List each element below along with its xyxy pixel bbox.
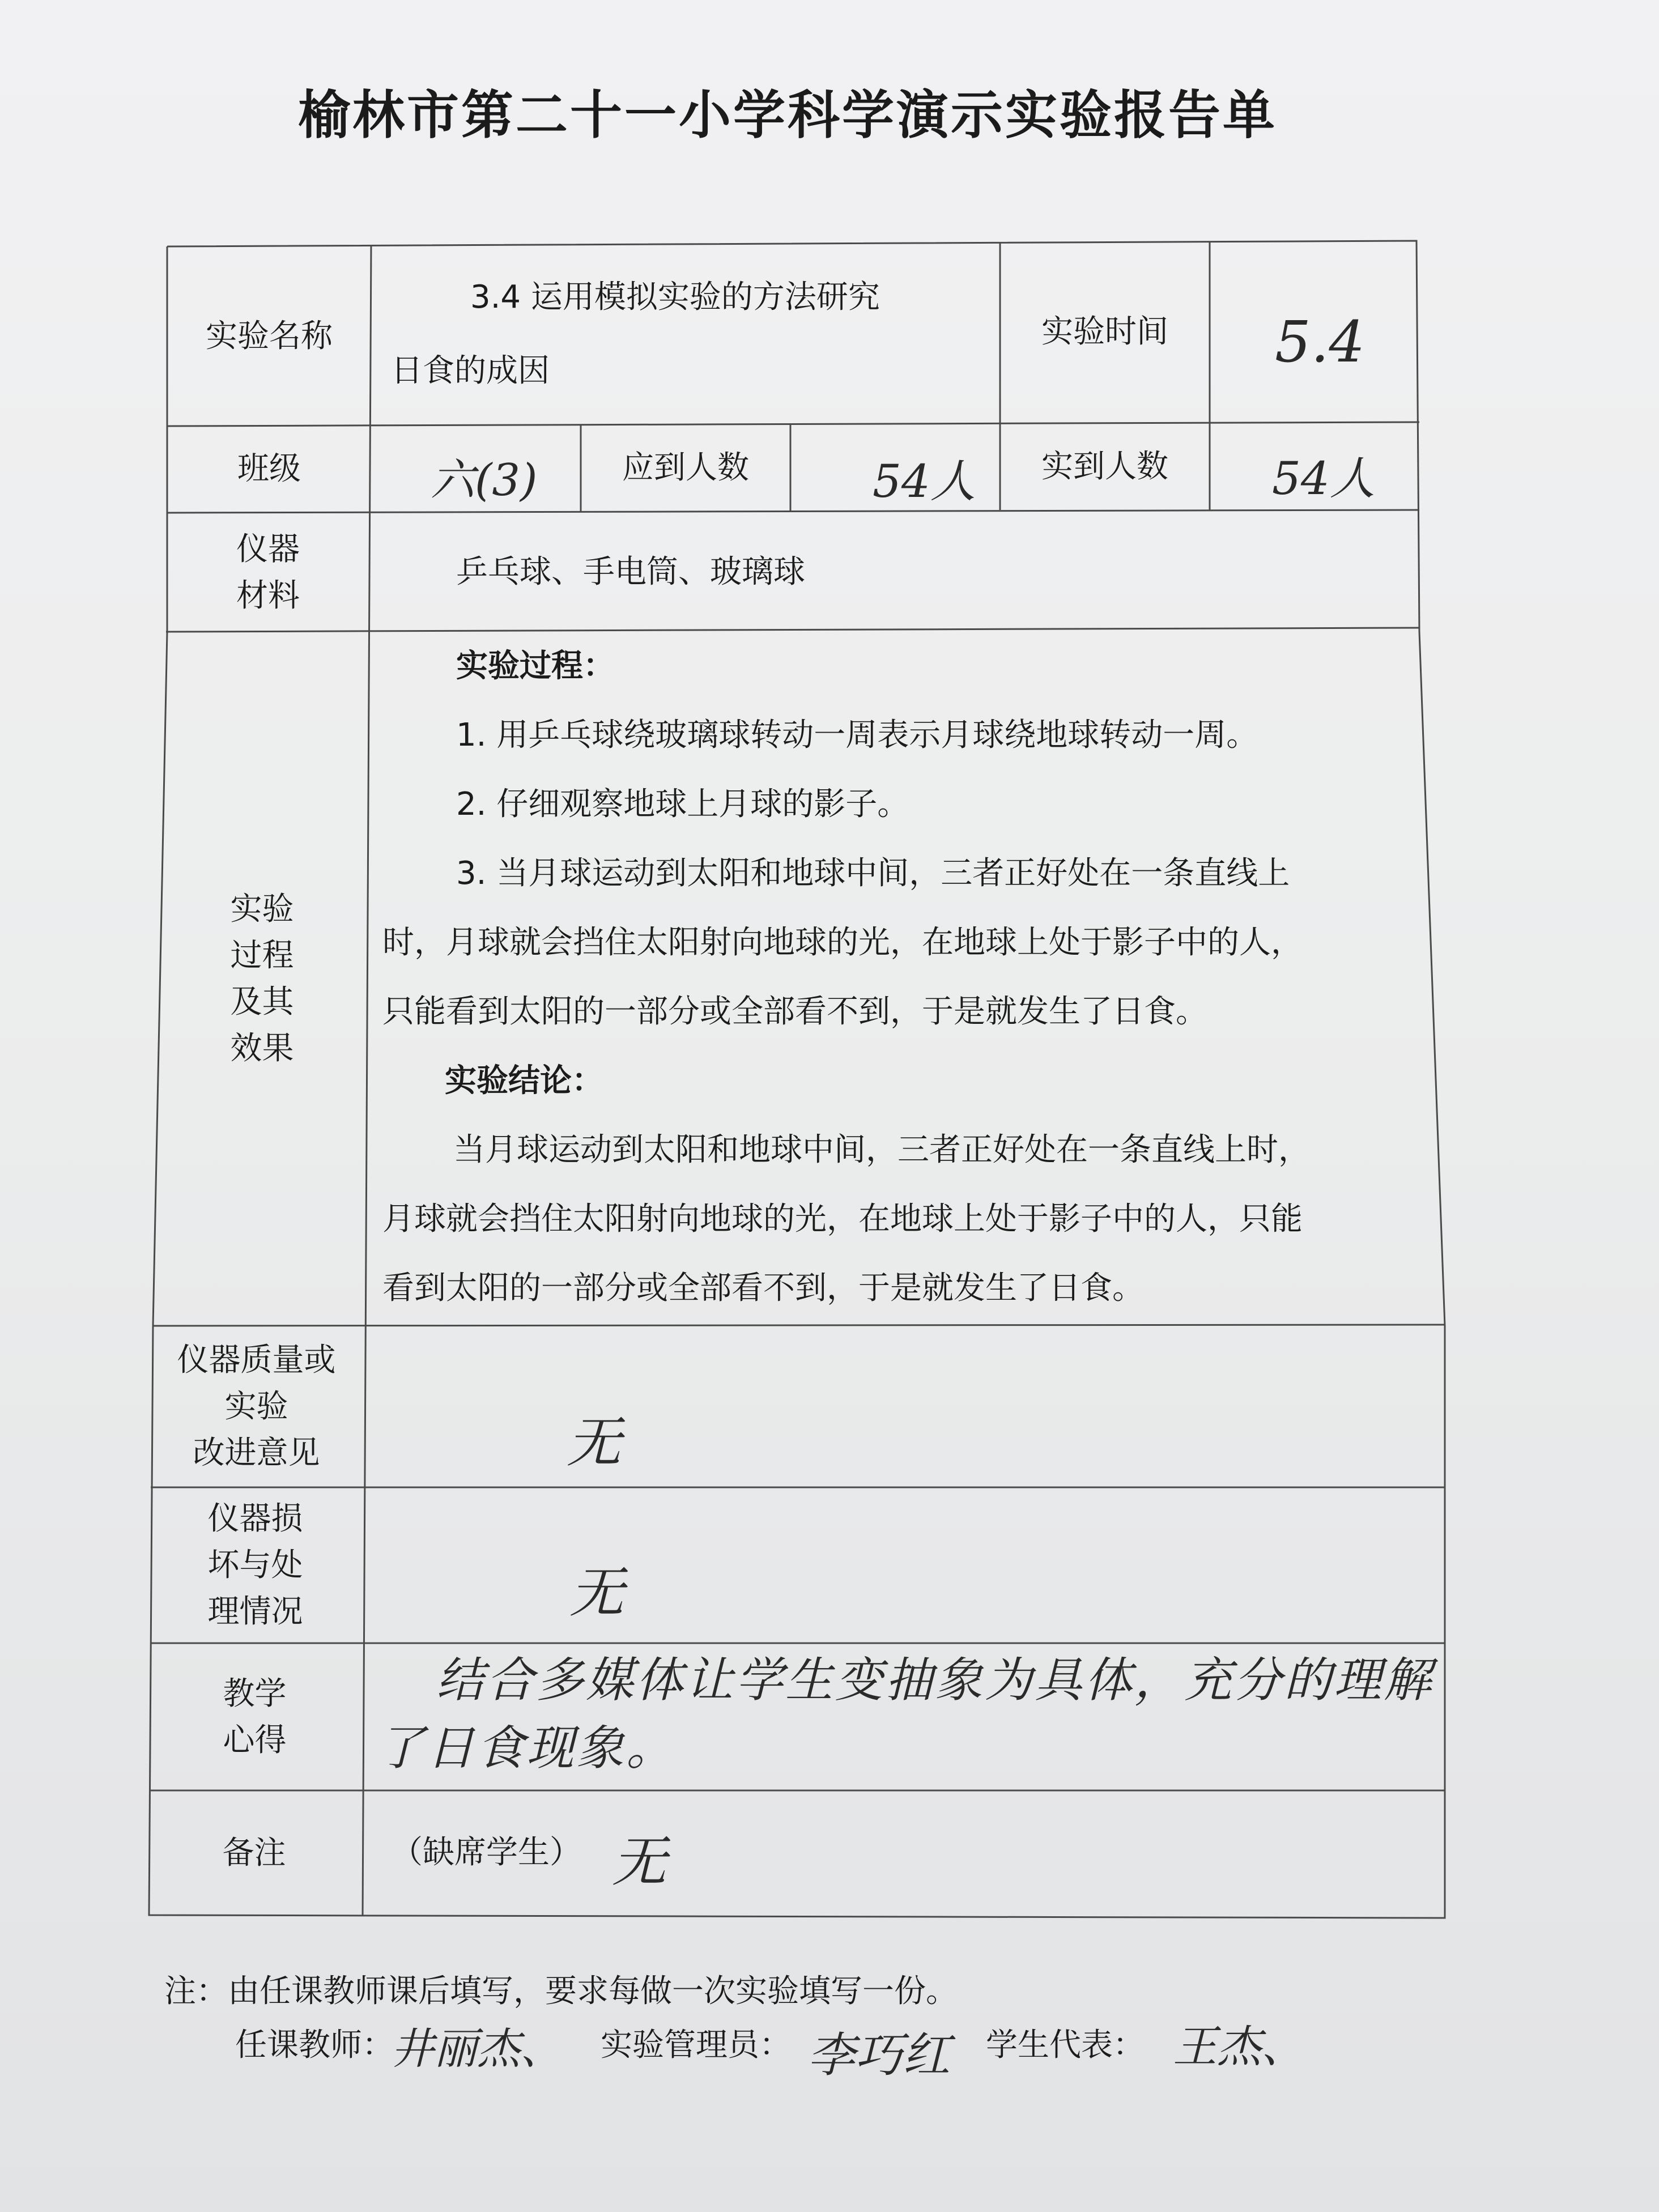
damage-value: 无 <box>569 1561 624 1624</box>
class-label: 班级 <box>237 450 301 487</box>
remarks-label: 备注 <box>222 1834 286 1871</box>
actual-count-value: 54人 <box>1272 452 1375 505</box>
quality-value: 无 <box>567 1411 621 1474</box>
experiment-time-label: 实验时间 <box>1041 313 1168 350</box>
experiment-name-value <box>391 261 992 408</box>
footer-note: 注：由任课教师课后填写，要求每做一次实验填写一份。 <box>164 1973 958 2010</box>
expected-count-label: 应到人数 <box>622 449 749 486</box>
remarks-value: 无 <box>612 1830 666 1894</box>
teacher-name: 井丽杰、 <box>391 2023 563 2074</box>
conclusion-line-3: 看到太阳的一部分或全部看不到，于是就发生了日食。 <box>382 1270 1144 1307</box>
conclusion-line-2: 月球就会挡住太阳射向地球的光，在地球上处于影子中的人，只能 <box>382 1201 1303 1237</box>
conclusion-heading: 实验结论： <box>445 1062 603 1099</box>
student-rep-name: 王杰、 <box>1173 2022 1306 2073</box>
reflection-line-1: 结合多媒体让学生变抽象为具体，充分的理解 <box>436 1652 1434 1708</box>
process-step-3-line-2: 时，月球就会挡住太阳射向地球的光，在地球上处于影子中的人， <box>382 924 1303 961</box>
quality-label: 仪器质量或 实验 改进意见 <box>177 1342 336 1471</box>
class-value: 六(3) <box>431 455 538 506</box>
actual-count-label: 实到人数 <box>1041 448 1168 485</box>
experiment-time-value: 5.4 <box>1275 309 1366 375</box>
process-step-1: 1. 用乒乓球绕玻璃球转动一周表示月球绕地球转动一周。 <box>456 717 1258 754</box>
process-step-2: 2. 仔细观察地球上月球的影子。 <box>456 786 909 823</box>
experiment-name-line2: 日食的成因 <box>391 352 550 389</box>
experiment-name-line1: 3.4 运用模拟实验的方法研究 <box>470 279 880 316</box>
materials-value: 乒乓球、手电筒、玻璃球 <box>456 554 805 590</box>
teacher-label: 任课教师： <box>235 2027 394 2064</box>
report-title: 榆林市第二十一小学科学演示实验报告单 <box>297 85 1277 146</box>
reflection-label: 教学 心得 <box>223 1675 287 1759</box>
reflection-line-2: 了日食现象。 <box>377 1720 677 1776</box>
process-step-3: 3. 当月球运动到太阳和地球中间，三者正好处在一条直线上 <box>456 855 1290 892</box>
admin-name: 李巧红 <box>807 2027 951 2083</box>
process-content <box>382 632 1419 1323</box>
remarks-prefix: （缺席学生） <box>391 1834 581 1871</box>
process-label: 实验 过程 及其 效果 <box>230 891 294 1067</box>
experiment-name-label: 实验名称 <box>206 318 333 355</box>
admin-label: 实验管理员： <box>601 2027 791 2064</box>
process-step-3-line-3: 只能看到太阳的一部分或全部看不到，于是就发生了日食。 <box>382 993 1207 1030</box>
expected-count-value: 54人 <box>873 455 976 508</box>
student-rep-label: 学生代表： <box>986 2027 1145 2064</box>
damage-label: 仪器损 坏与处 理情况 <box>207 1500 303 1630</box>
materials-label: 仪器 材料 <box>236 530 300 614</box>
conclusion-line-1: 当月球运动到太阳和地球中间，三者正好处在一条直线上时， <box>453 1131 1310 1168</box>
process-heading: 实验过程： <box>456 648 615 684</box>
row-line-4 <box>153 1325 1445 1326</box>
